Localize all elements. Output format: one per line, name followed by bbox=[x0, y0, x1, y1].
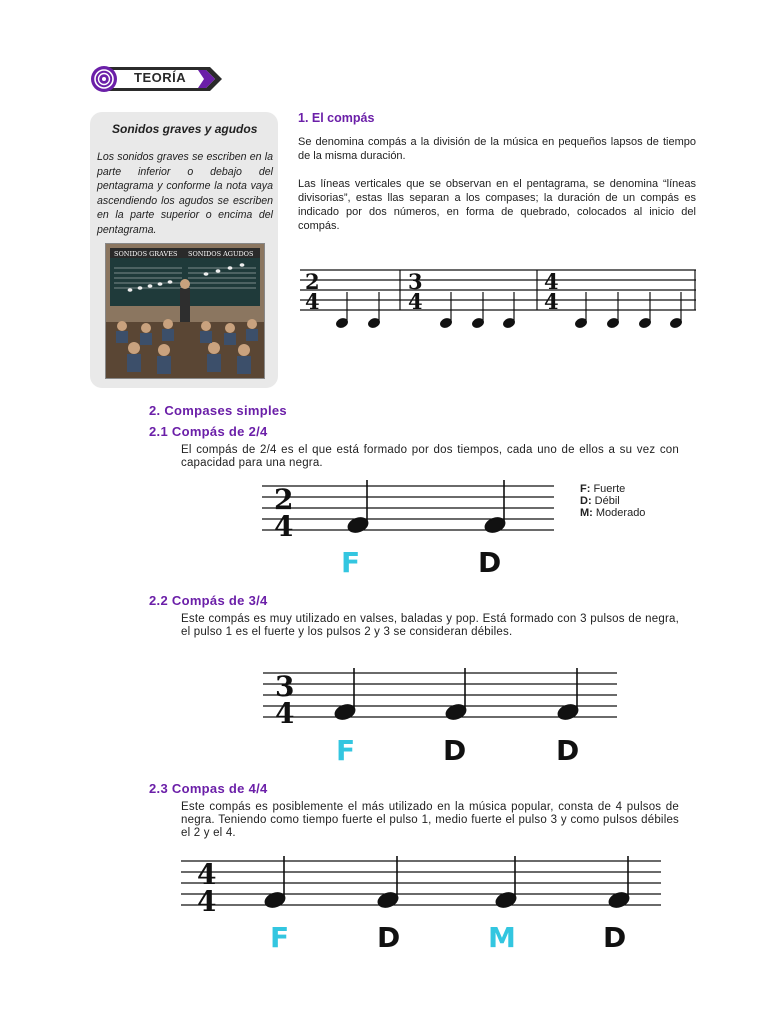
badge-label: TEORÍA bbox=[134, 70, 187, 85]
section23-title: 2.3 Compas de 4/4 bbox=[149, 781, 268, 796]
accent-3-4-2: D bbox=[443, 734, 467, 767]
staff-4-4 bbox=[181, 852, 663, 914]
section1-p1: Se denomina compás a la división de la música en pequeños lapsos de tiempo de la misma duración. bbox=[298, 136, 696, 162]
legend-moderado: M: Moderado bbox=[580, 507, 646, 519]
ts-2-4-top: 2 bbox=[274, 483, 294, 516]
classroom-image bbox=[105, 243, 265, 379]
ts-3-4-top: 3 bbox=[275, 670, 295, 703]
ts3-top: 4 bbox=[544, 269, 559, 294]
section2-title: 2. Compases simples bbox=[149, 403, 287, 418]
ts2-top: 3 bbox=[408, 269, 423, 294]
section1-p2: Las líneas verticales que se observan en el pentagrama, se denomina “líneas divisorias”, estas llas separan a los compases; la duración de un compás es indicado por dos números, en forma de quebrado, colocados al inicio del compás. bbox=[298, 178, 696, 232]
ts2-bottom: 4 bbox=[408, 289, 423, 314]
staff-compas-examples bbox=[300, 262, 697, 334]
ts-4-4-top: 4 bbox=[197, 858, 217, 891]
accent-2-4-1: F bbox=[341, 546, 361, 579]
section1-title: 1. El compás bbox=[298, 111, 375, 125]
legend-fuerte: F: Fuerte bbox=[580, 483, 626, 495]
section22-title: 2.2 Compás de 3/4 bbox=[149, 593, 268, 608]
sidebar-text: Los sonidos graves se escriben en la parte inferior o debajo del pentagrama y conforme la nota vaya ascendiendo los agudos se escriben en la parte superior o encima del pentagrama. bbox=[97, 151, 273, 236]
staff-2-4 bbox=[262, 480, 556, 540]
staff-3-4 bbox=[263, 665, 619, 725]
ts1-bottom: 4 bbox=[305, 289, 320, 314]
ts-4-4-bottom: 4 bbox=[197, 885, 217, 914]
accent-4-4-1: F bbox=[270, 921, 290, 954]
image-label-graves: SONIDOS GRAVES bbox=[114, 250, 178, 258]
accent-4-4-4: D bbox=[603, 921, 627, 954]
section22-text: Este compás es muy utilizado en valses, baladas y pop. Está formado con 3 pulsos de negra, el pulso 1 es el fuerte y los pulsos 2 y 3 se consideran débiles. bbox=[181, 613, 679, 638]
section23-text: Este compás es posiblemente el más utilizado en la música popular, consta de 4 pulsos de negra. Teniendo como tiempo fuerte el pulso 1, medio fuerte el pulso 3 y como pulsos débiles el 2 y el 4. bbox=[181, 801, 679, 839]
accent-4-4-3: M bbox=[488, 921, 516, 954]
ts3-bottom: 4 bbox=[544, 289, 559, 314]
ts1-top: 2 bbox=[305, 269, 320, 294]
section21-text: El compás de 2/4 es el que está formado por dos tiempos, cada uno de ellos a su vez con capacidad para una negra. bbox=[181, 444, 679, 469]
legend bbox=[580, 483, 645, 519]
ts-2-4-bottom: 4 bbox=[274, 510, 294, 540]
accent-3-4-3: D bbox=[556, 734, 580, 767]
accent-2-4-2: D bbox=[478, 546, 502, 579]
sidebar-title: Sonidos graves y agudos bbox=[112, 122, 258, 136]
image-label-agudos: SONIDOS AGUDOS bbox=[188, 250, 254, 258]
legend-debil: D: Débil bbox=[580, 495, 620, 507]
accent-3-4-1: F bbox=[336, 734, 356, 767]
section21-title: 2.1 Compás de 2/4 bbox=[149, 424, 268, 439]
ts-3-4-bottom: 4 bbox=[275, 697, 295, 725]
accent-4-4-2: D bbox=[377, 921, 401, 954]
